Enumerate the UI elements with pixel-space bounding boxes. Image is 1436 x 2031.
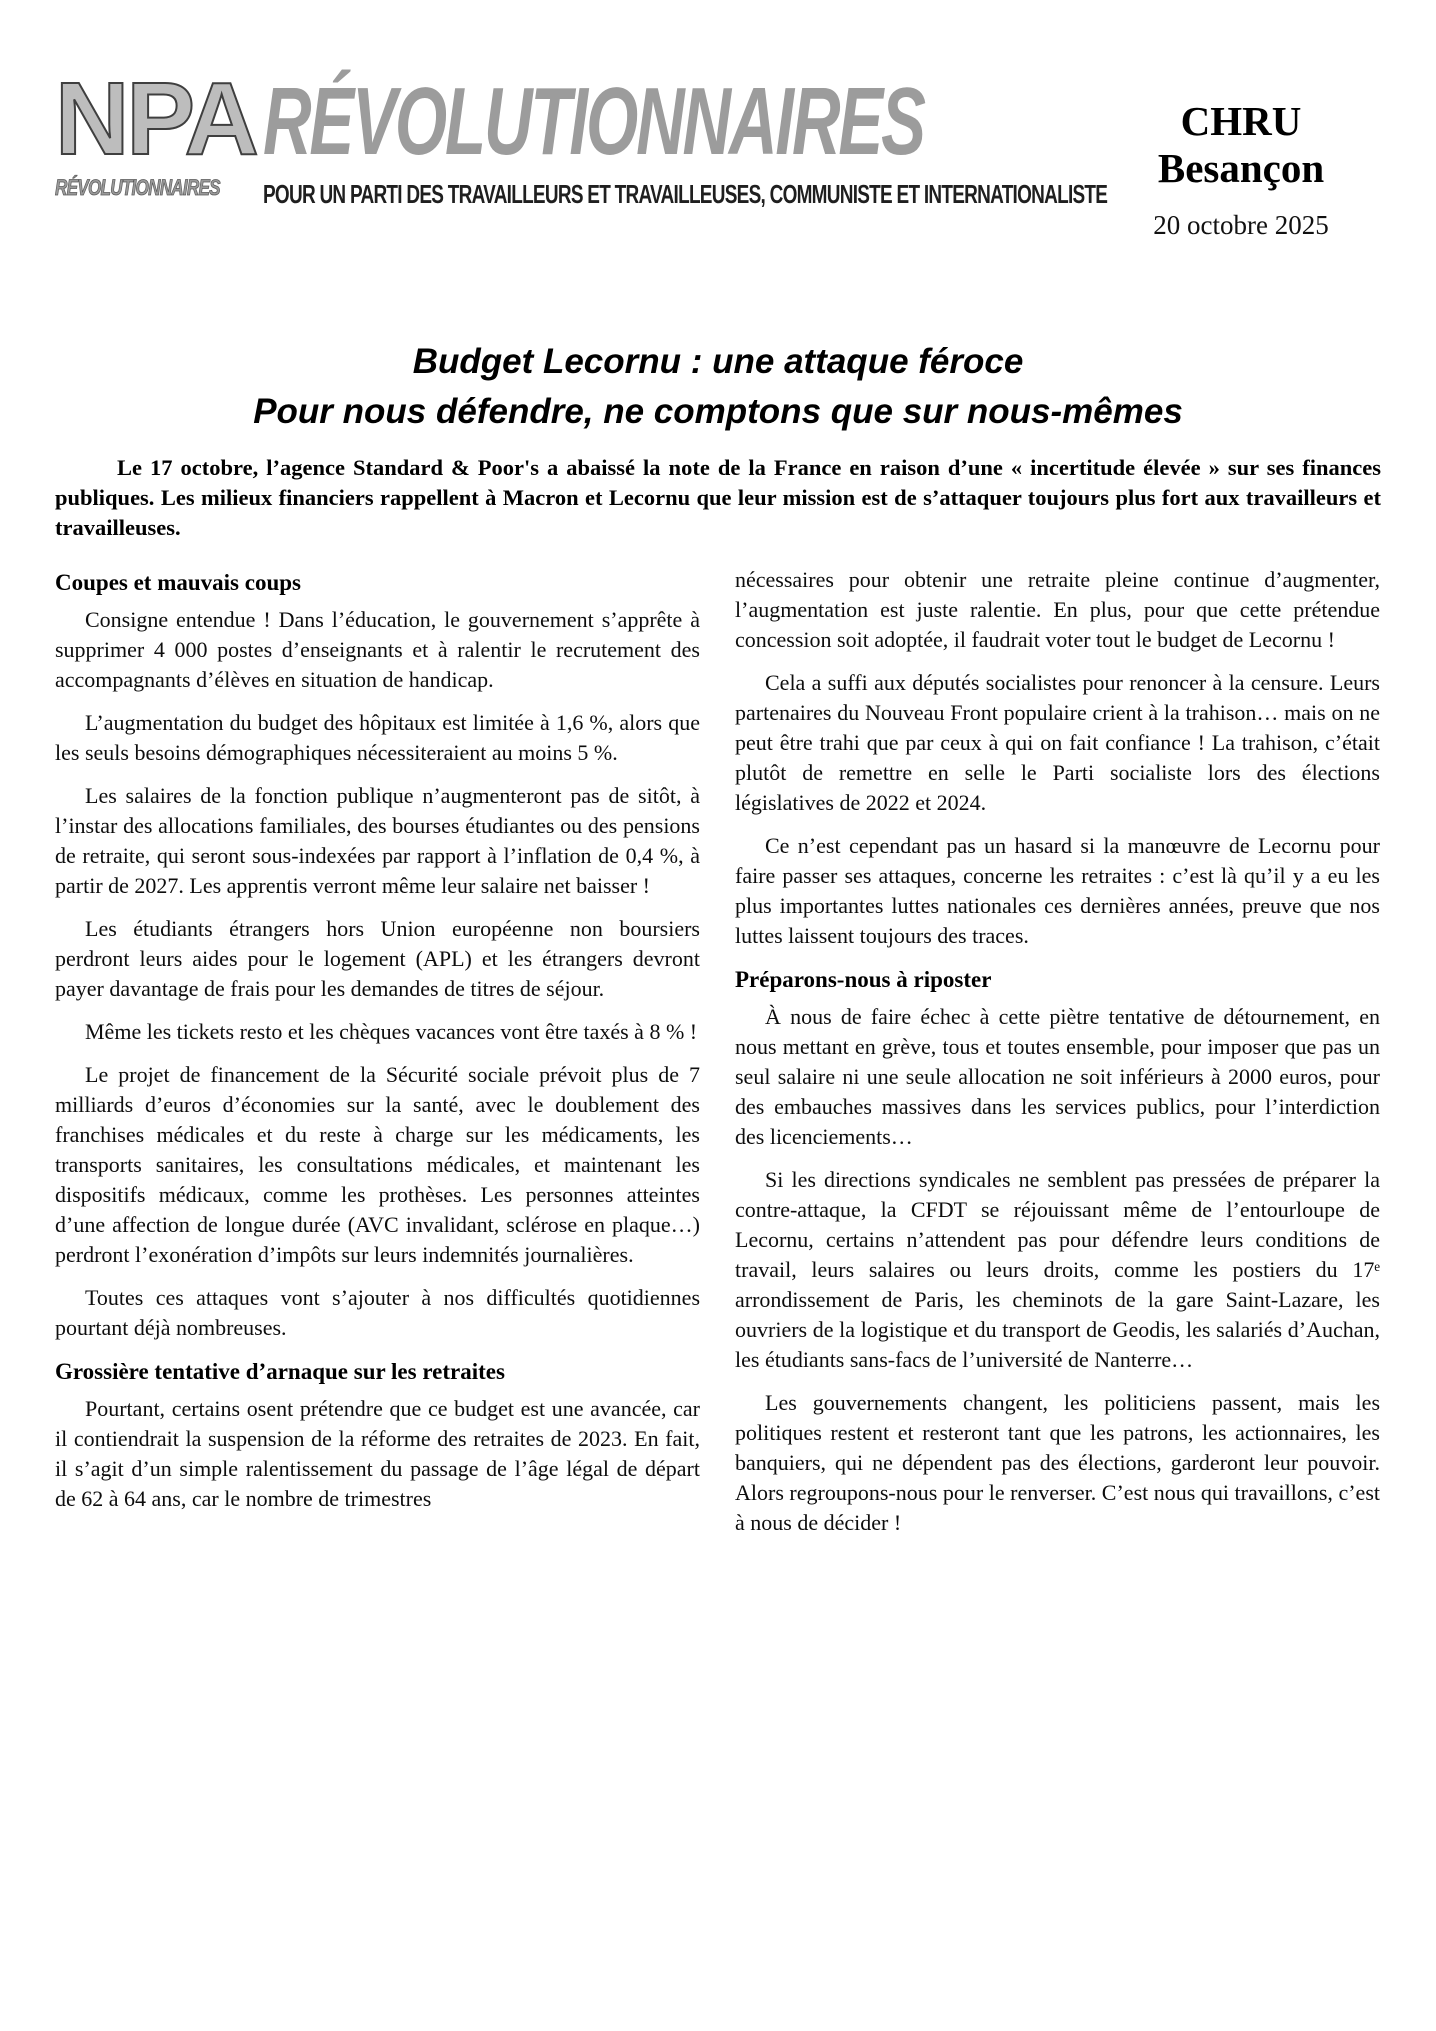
headline-line2: Pour nous défendre, ne comptons que sur nous-mêmes [253,391,1183,431]
headline [55,337,1381,436]
npa-logo [55,61,256,201]
edition-block [1101,98,1381,241]
edition-line1: CHRU [1180,98,1302,144]
paragraph: Pourtant, certains osent prétendre que ce budget est une avancée, car il contiendrait la suspension de la réforme des retraites de 2023. En fait, il s’agit d’un simple ralentissement du passage de l’âge légal de départ de 62 à 64 ans, car le nombre de trimestres [55,1395,700,1511]
paragraph: Consigne entendue ! Dans l’éducation, le gouvernement s’apprête à supprimer 4 000 postes d’enseignants et à ralentir le recrutement des accompagnants d’élèves en situation de handicap. [55,606,700,692]
paragraph: Si les directions syndicales ne semblent pas pressées de préparer la contre-attaque, la CFDT se réjouissant même de l’entourloupe de Lecornu, certains n’attendent pas pour défendre leurs conditions de travail, leurs salaires ou leurs droits, comme les postiers du 17ᵉ arrondissement de Paris, les cheminots de la gare Saint-Lazare, les ouvriers de la logistique et du transport de Geodis, les salariés d’Auchan, les étudiants sans-facs de l’université de Nanterre… [735,1166,1380,1372]
section-heading: Grossière tentative d’arnaque sur les retraites [55,1358,505,1384]
column-right [735,565,1380,1551]
paragraph: Les étudiants étrangers hors Union européenne non boursiers perdront leurs aides pour le logement (APL) et les étrangers devront payer davantage de frais pour les demandes de titres de séjour. [55,915,700,1001]
article-columns [55,565,1381,1551]
paragraph: nécessaires pour obtenir une retraite pleine continue d’augmenter, l’augmentation est juste ralentie. En plus, pour que cette prétendue concession soit adoptée, il faudrait voter tout le budget de Lecornu ! [735,566,1380,652]
section-heading: Coupes et mauvais coups [55,569,302,595]
masthead [55,61,1381,241]
paragraph: L’augmentation du budget des hôpitaux est limitée à 1,6 %, alors que les seuls besoins démographiques nécessiteraient au moins 5 %. [55,709,700,765]
edition-name [1101,98,1381,192]
paragraph: Les gouvernements changent, les politiciens passent, mais les politiques restent et resteront tant que les patrons, les actionnaires, les banquiers, qui ne dépendent pas des élections, garderont leur pouvoir. Alors regroupons-nous pour le renverser. C’est nous qui travaillons, c’est à nous de décider ! [735,1389,1380,1535]
masthead-subtitle: POUR UN PARTI DES TRAVAILLEURS ET TRAVAILLEUSES, COMMUNISTE ET INTERNATIONALISTE [263,179,1108,210]
intro-paragraph: Le 17 octobre, l’agence Standard & Poor's a abaissé la note de la France en raison d’une « incertitude élevée » sur ses finances publiques. Les milieux financiers rappellent à Macron et Lecornu que leur mission est de s’attaquer toujours plus fort aux travailleurs et travailleuses. [55,454,1381,540]
edition-date: 20 octobre 2025 [1153,210,1329,241]
npa-logo-text: NPA [55,61,256,176]
paragraph: Les salaires de la fonction publique n’augmenteront pas de sitôt, à l’instar des allocations familiales, des bourses étudiantes ou des pensions de retraite, qui seront sous-indexées par rapport à l’inflation de 0,4 %, à partir de 2027. Les apprentis verront même leur salaire net baisser ! [55,782,700,898]
npa-logo-subtext: RÉVOLUTIONNAIRES [55,174,220,200]
paragraph: À nous de faire échec à cette piètre tentative de détournement, en nous mettant en grève, tous et toutes ensemble, pour imposer que pas un seul salaire ni une seule allocation ne soit inférieurs à 2000 euros, pour des embauches massives dans les services publics, pour l’interdiction des licenciements… [735,1003,1380,1149]
paragraph: Le projet de financement de la Sécurité sociale prévoit plus de 7 milliards d’euros d’économies sur la santé, avec le doublement des franchises médicales et du reste à charge sur les médicaments, les transports sanitaires, les consultations médicales, et maintenant les dispositifs médicaux, comme les prothèses. Les personnes atteintes d’une affection de longue durée (AVC invalidant, sclérose en plaque…) perdront l’exonération d’impôts sur leurs indemnités journalières. [55,1061,700,1267]
paragraph: Cela a suffi aux députés socialistes pour renoncer à la censure. Leurs partenaires du Nouveau Front populaire crient à la trahison… mais on ne peut être trahi que par ceux à qui on fait confiance ! La trahison, c’était plutôt de remettre en selle le Parti socialiste lors des élections législatives de 2022 et 2024. [735,669,1380,815]
masthead-title: RÉVOLUTIONNAIRES [263,68,924,175]
paragraph: Toutes ces attaques vont s’ajouter à nos difficultés quotidiennes pourtant déjà nombreuses. [55,1284,700,1340]
masthead-center [263,68,1108,210]
edition-line2: Besançon [1157,145,1325,192]
paragraph: Même les tickets resto et les chèques vacances vont être taxés à 8 % ! [85,1018,698,1044]
column-left [55,565,700,1551]
section-heading: Préparons-nous à riposter [735,966,992,992]
headline-line1: Budget Lecornu : une attaque féroce [412,342,1024,382]
paragraph: Ce n’est cependant pas un hasard si la manœuvre de Lecornu pour faire passer ses attaques, concerne les retraites : c’est là qu’il y a eu les plus importantes luttes nationales ces dernières années, preuve que nos luttes laissent toujours des traces. [735,832,1380,948]
